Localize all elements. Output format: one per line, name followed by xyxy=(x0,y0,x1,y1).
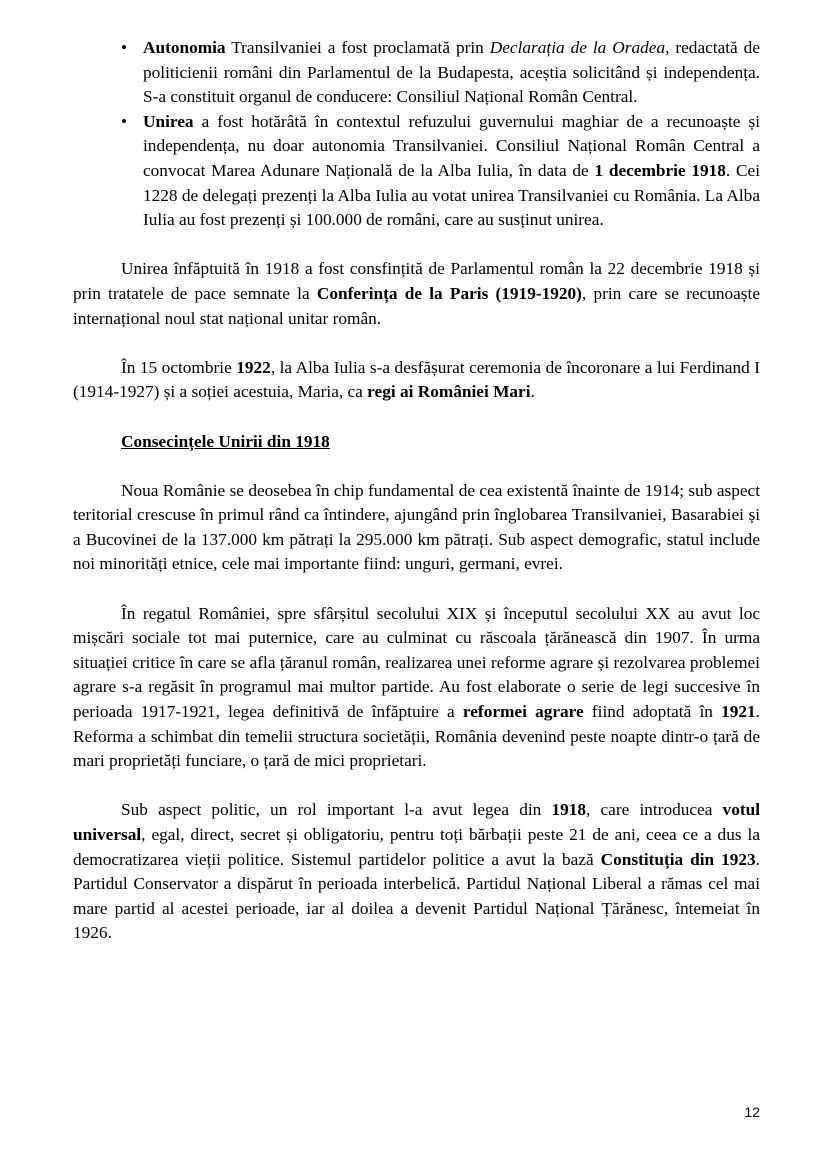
section-heading-text: Consecințele Unirii din 1918 xyxy=(121,431,330,451)
page-number: 12 xyxy=(744,1104,760,1120)
bold-text: 1921 xyxy=(721,702,756,722)
bold-text: Conferința de la Paris (1919-1920) xyxy=(316,283,582,303)
bold-text: 1 decembrie 1918 xyxy=(594,160,726,180)
paragraph-noua-romanie xyxy=(73,479,760,577)
page-content xyxy=(73,36,760,946)
bold-text: regi ai României Mari xyxy=(367,382,531,402)
text-run: Noua Românie se deosebea în chip fundamental de cea existentă înainte de 1914; sub aspect teritorial crescuse în primul rând ca întindere, ajungând prin înglobarea Transilvaniei, Basarabiei și a Bucovinei de la 137.000 km pătrați la 295.000 km pătrați. Sub aspect demografic, statul include noi minorități etnice, cele mai importante fiind: unguri, germani, evrei. xyxy=(73,480,760,574)
text-run: În regatul României, spre sfârșitul secolului XIX și începutul secolului XX au avut loc mișcări sociale tot mai puternice, care au culminat cu răscoala țărănească din 1907. În urma situației critice în care se afla țăranul român, realizarea unei reforme agrare și rezolvarea problemei agrare s-a regăsit în programul mai multor partide. Au fost elaborate o serie de legi succesive în perioada 1917-1921, legea definitivă de înfăptuire a xyxy=(73,603,760,722)
text-run: fiind adoptată în xyxy=(583,702,722,722)
text-run: . Reforma a schimbat din temelii structura societății, România devenind peste noapte dintr-o țară de mari proprietăți funciare, o țară de mici proprietari. xyxy=(73,702,760,771)
text-run: Transilvaniei a fost proclamată prin xyxy=(225,38,490,57)
bullet-item xyxy=(73,36,760,110)
paragraph-incoronare xyxy=(73,356,760,405)
text-run: , redactată de politicienii români din Parlamentul de la Budapesta, aceștia solicitând și independența. S-a constituit organul de conducere: Consiliul Național Român Central. xyxy=(143,38,760,107)
text-run: Sub aspect politic, un rol important l-a avut legea din xyxy=(121,800,552,820)
text-run: , la Alba Iulia s-a desfășurat ceremonia de încoronare a lui Ferdinand I (1914-1927) și a soției acestuia, Maria, ca xyxy=(73,357,761,402)
bold-text: votul universal xyxy=(73,800,760,844)
bullet-lead-term: Autonomia xyxy=(143,38,226,57)
text-run: , egal, direct, secret și obligatoriu, pentru toți bărbații peste 21 de ani, ceea ce a dus la democratizarea vieții politice. Sistemul partidelor politice a avut la bază xyxy=(73,825,760,869)
text-run: . Cei 1228 de delegați prezenți la Alba Iulia au votat unirea Transilvaniei cu România. La Alba Iulia au fost prezenți și 100.000 de români, care au susținut unirea. xyxy=(143,160,760,230)
bold-text: Constituția din 1923 xyxy=(600,849,756,869)
text-run: În 15 octombrie xyxy=(121,357,237,377)
text-run: a fost hotărâtă în contextul refuzului guvernului maghiar de a recunoaște și independența, nu doar autonomia Transilvaniei. Consiliul Național Român Central a convocat Marea Adunare Națională de la Alba Iulia, în data de xyxy=(143,111,760,180)
text-run: Unirea înfăptuită în 1918 a fost consfințită de Parlamentul român la 22 decembrie 1918 și prin tratatele de pace semnate la xyxy=(73,259,760,303)
bold-text: reformei agrare xyxy=(462,702,584,722)
paragraph-regatul-romaniei xyxy=(73,602,760,774)
bullet-lead-term: Unirea xyxy=(143,111,194,131)
text-run: . Partidul Conservator a dispărut în perioada interbelică. Partidul Național Liberal a rămas cel mai mare partid al acestei perioade, iar al doilea a devenit Partidul Național Țărănesc, întemeiat în 1926. xyxy=(73,849,760,943)
section-heading xyxy=(73,430,760,455)
paragraph-group-bottom xyxy=(73,479,760,946)
bold-text: 1918 xyxy=(551,800,587,820)
bullet-point-icon: • xyxy=(121,111,128,131)
paragraph-unirea-infaptuita xyxy=(73,257,760,331)
paragraph-group-top xyxy=(73,257,760,405)
text-run: , care introducea xyxy=(586,800,723,820)
italic-text: Declarația de la Oradea xyxy=(489,38,666,57)
text-run: . xyxy=(530,382,535,402)
text-run: , prin care se recunoaște internațional noul stat național unitar român. xyxy=(73,283,760,328)
paragraph-sub-aspect-politic xyxy=(73,798,760,946)
bullet-point-icon: • xyxy=(121,38,128,57)
bold-text: 1922 xyxy=(236,357,271,377)
bullet-list xyxy=(73,36,760,233)
bullet-item xyxy=(73,110,760,233)
